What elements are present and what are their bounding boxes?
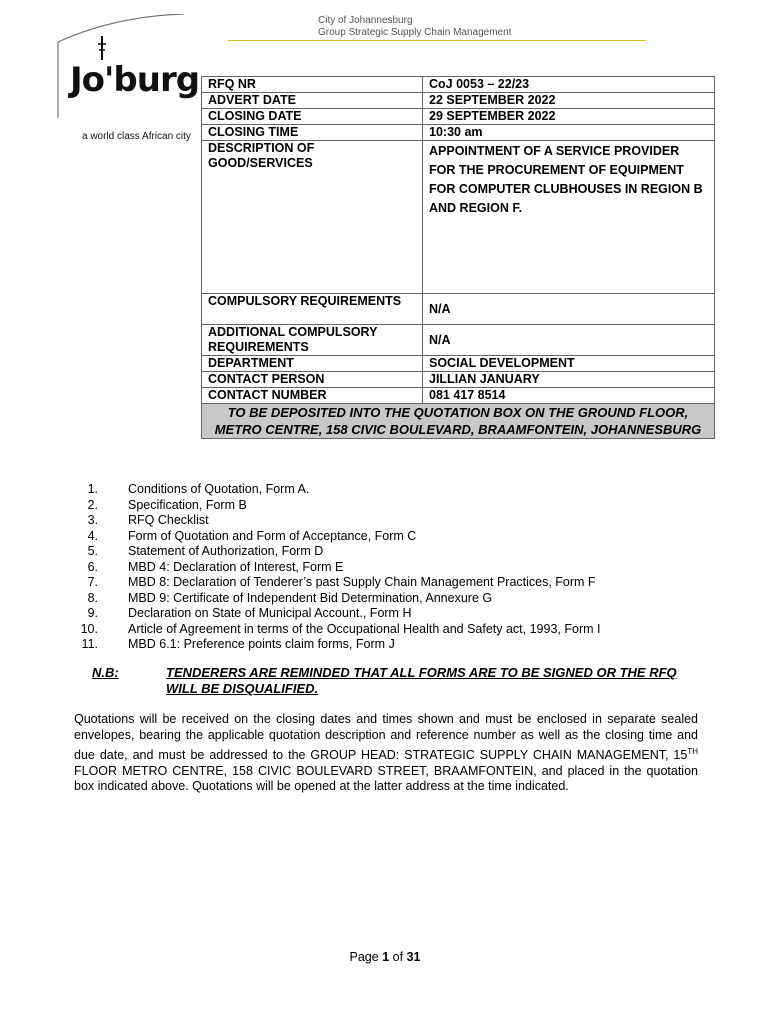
table-row — [202, 388, 715, 404]
list-number: 2. — [87, 497, 98, 512]
list-number: 8. — [87, 590, 98, 605]
page-word: Page — [349, 950, 379, 964]
list-item — [80, 622, 600, 638]
header-city: City of Johannesburg — [318, 15, 413, 26]
additional-label: ADDITIONAL COMPULSORY REQUIREMENTS — [202, 325, 423, 356]
list-number: 5. — [87, 544, 98, 558]
paragraph-part2: FLOOR METRO CENTRE, 158 CIVIC BOULEVARD STREET, BRAAMFONTEIN, and placed in the quotation box indicated above. Quotations will be opened at the latter address at the time indicated. — [74, 763, 698, 794]
list-item — [80, 606, 600, 622]
table-row — [202, 109, 715, 125]
field-label: ADVERT DATE — [202, 93, 423, 109]
page-current: 1 — [382, 950, 390, 964]
list-item — [80, 575, 600, 591]
list-item — [80, 560, 600, 576]
nb-label: N.B: — [92, 665, 119, 680]
page-total: 31 — [406, 950, 421, 964]
list-text: Conditions of Quotation, Form A. — [128, 482, 310, 496]
forms-list — [80, 482, 600, 653]
additional-value: N/A — [423, 325, 715, 356]
submission-paragraph — [74, 712, 698, 795]
logo-wordmark: Jo'burg — [70, 60, 200, 100]
list-number: 4. — [87, 528, 98, 543]
list-number: 7. — [87, 575, 98, 589]
table-row — [202, 372, 715, 388]
table-row — [202, 93, 715, 109]
list-text: Form of Quotation and Form of Acceptance, Form C — [128, 528, 417, 543]
field-value: 081 417 8514 — [423, 388, 715, 404]
field-value: 29 SEPTEMBER 2022 — [423, 109, 715, 125]
list-item — [80, 482, 600, 498]
field-value: JILLIAN JANUARY — [423, 372, 715, 388]
compulsory-value: N/A — [423, 294, 715, 325]
list-text: MBD 8: Declaration of Tenderer’s past Supply Chain Management Practices, Form F — [128, 575, 596, 589]
list-item — [80, 513, 600, 529]
header-rule — [228, 40, 646, 41]
table-row — [202, 294, 715, 325]
field-label: RFQ NR — [202, 77, 423, 93]
of-word: of — [392, 950, 404, 964]
table-row — [202, 356, 715, 372]
field-label: CLOSING TIME — [202, 125, 423, 141]
rfq-details-table — [201, 76, 715, 439]
page-footer — [0, 950, 770, 964]
paragraph-superscript: TH — [687, 746, 698, 756]
list-text: MBD 6.1: Preference points claim forms, Form J — [128, 637, 395, 651]
compulsory-label: COMPULSORY REQUIREMENTS — [202, 294, 423, 325]
list-number: 11. — [81, 637, 98, 651]
list-text: MBD 9: Certificate of Independent Bid Determination, Annexure G — [128, 590, 493, 605]
description-value: APPOINTMENT OF A SERVICE PROVIDER FOR THE PROCUREMENT OF EQUIPMENT FOR COMPUTER CLUBHOUSES IN REGION B AND REGION F. — [423, 141, 715, 294]
list-item — [80, 591, 600, 607]
field-value: SOCIAL DEVELOPMENT — [423, 356, 715, 372]
description-label: DESCRIPTION OF GOOD/SERVICES — [202, 141, 423, 294]
list-item — [80, 498, 600, 514]
field-label: CONTACT NUMBER — [202, 388, 423, 404]
deposit-note: TO BE DEPOSITED INTO THE QUOTATION BOX ON THE GROUND FLOOR, METRO CENTRE, 158 CIVIC BOULEVARD, BRAAMFONTEIN, JOHANNESBURG — [202, 404, 715, 439]
field-label: DEPARTMENT — [202, 356, 423, 372]
list-text: Specification, Form B — [128, 497, 247, 512]
list-text: MBD 4: Declaration of Interest, Form E — [128, 559, 344, 574]
nb-warning: TENDERERS ARE REMINDED THAT ALL FORMS ARE TO BE SIGNED OR THE RFQ WILL BE DISQUALIFIED. — [166, 665, 677, 696]
table-row — [202, 141, 715, 294]
field-label: CLOSING DATE — [202, 109, 423, 125]
list-number: 6. — [87, 559, 98, 574]
table-row — [202, 404, 715, 439]
list-number: 10. — [80, 621, 98, 636]
field-value: 10:30 am — [423, 125, 715, 141]
list-item — [80, 544, 600, 560]
table-row — [202, 325, 715, 356]
joburg-logo — [56, 14, 200, 142]
field-value: CoJ 0053 – 22/23 — [423, 77, 715, 93]
list-number: 1. — [87, 482, 98, 496]
list-text: Statement of Authorization, Form D — [128, 544, 324, 558]
list-item — [80, 637, 600, 653]
list-number: 9. — [87, 606, 98, 620]
document-header — [318, 15, 511, 39]
table-row — [202, 125, 715, 141]
list-text: Declaration on State of Municipal Account., Form H — [128, 606, 412, 620]
field-value: 22 SEPTEMBER 2022 — [423, 93, 715, 109]
list-text: Article of Agreement in terms of the Occupational Health and Safety act, 1993, Form I — [128, 621, 601, 636]
field-label: CONTACT PERSON — [202, 372, 423, 388]
table-row — [202, 77, 715, 93]
list-number: 3. — [87, 513, 98, 527]
list-text: RFQ Checklist — [128, 513, 209, 527]
paragraph-part1: Quotations will be received on the closing dates and times shown and must be enclosed in separate sealed envelopes, bearing the applicable quotation description and reference number as well as the closing time and due date, and must be addressed to the GROUP HEAD: STRATEGIC SUPPLY CHAIN MANAGEMENT, 15 — [74, 712, 698, 762]
logo-tagline: a world class African city — [82, 131, 191, 142]
list-item — [80, 529, 600, 545]
header-department: Group Strategic Supply Chain Management — [318, 27, 512, 38]
